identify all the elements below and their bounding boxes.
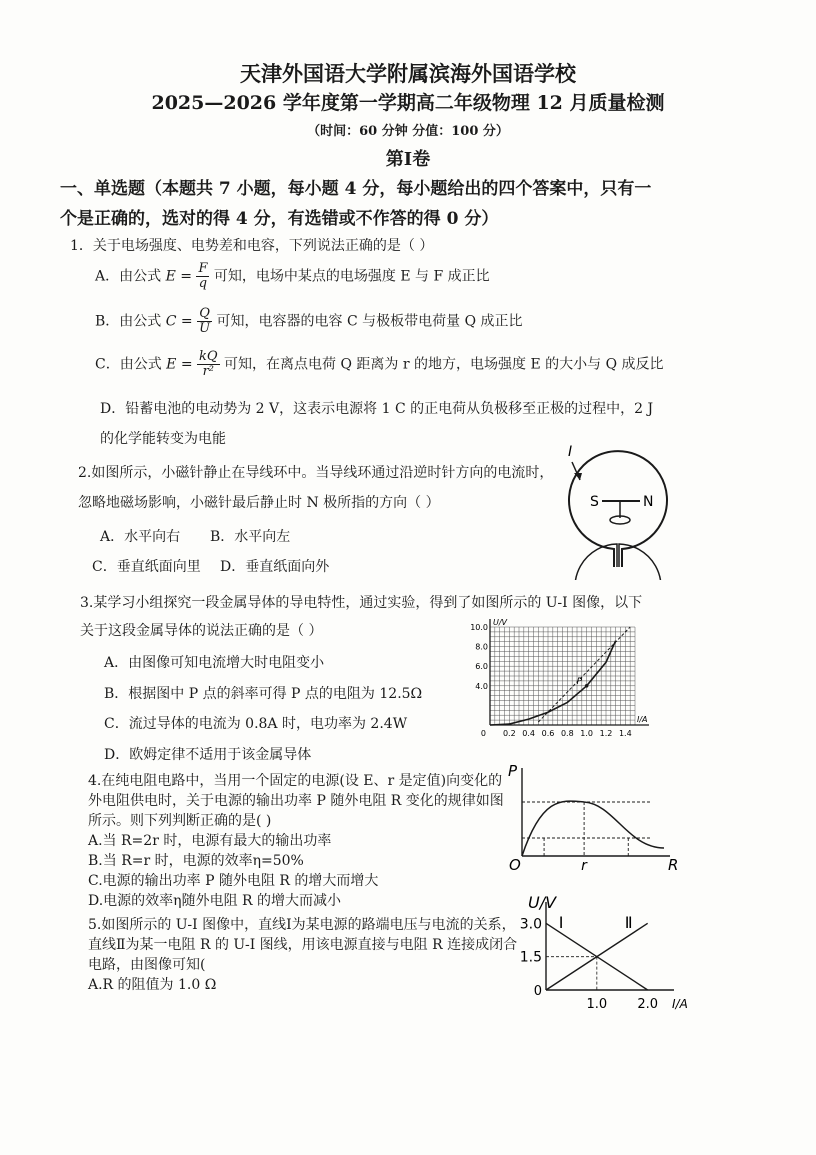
- q1-a-post: 可知，电场中某点的电场强度 E 与 F 成正比: [213, 268, 490, 285]
- q2-option-a: A．水平向右: [100, 529, 181, 545]
- part-title: 第Ⅰ卷: [385, 149, 431, 170]
- q4-option-b: B.当 R=r 时，电源的效率η=50%: [88, 853, 304, 869]
- q2-option-c: C．垂直纸面向里: [92, 559, 201, 575]
- x-axis-label: I/A: [637, 715, 648, 724]
- point-p-label: P: [576, 676, 583, 687]
- x-tick-label: 1.0: [580, 729, 594, 738]
- q5-option-a: A.R 的阻值为 1.0 Ω: [88, 977, 217, 993]
- x-tick-label: 0.8: [560, 729, 574, 738]
- q4-option-a: A.当 R=2r 时，电源有最大的输出功率: [88, 833, 332, 849]
- q4-option-c: C.电源的输出功率 P 随外电阻 R 的增大而增大: [88, 873, 379, 889]
- q1-option-c: [95, 350, 664, 379]
- exam-meta: （时间：60 分钟 分值：100 分）: [307, 124, 509, 139]
- q2-stem-line2: 忽略地磁场影响，小磁针最后静止时 N 极所指的方向（ ）: [78, 495, 440, 511]
- section1-line2: 个是正确的，选对的得 4 分，有选错或不作答的得 0 分）: [60, 209, 499, 229]
- wire-loop-inner: [575, 544, 661, 580]
- q1-c-num: kQ: [199, 349, 218, 364]
- q3-option-d: D．欧姆定律不适用于该金属导体: [104, 747, 312, 763]
- ui-chart: [508, 890, 698, 1018]
- q4-stem-line3: 所示。则下列判断正确的是( ): [88, 813, 272, 829]
- x-tick-label: 0.4: [522, 729, 536, 738]
- y-axis-label: P: [508, 762, 518, 780]
- current-label: I: [568, 444, 573, 460]
- q4-stem-line2: 外电阻供电时，关于电源的输出功率 P 随外电阻 R 变化的规律如图: [88, 793, 504, 809]
- ui-chart: [500, 760, 690, 878]
- x-tick-label: 0.6: [541, 729, 555, 738]
- q3-stem-line2: 关于这段金属导体的说法正确的是（ ）: [80, 623, 323, 639]
- x-tick-label: 0.2: [502, 729, 516, 738]
- q1-option-b: [95, 307, 523, 336]
- q2-stem-line1: 2.如图所示，小磁针静止在导线环中。当导线环通过沿逆时针方向的电流时，: [78, 465, 554, 481]
- q3-option-c: C．流过导体的电流为 0.8A 时，电功率为 2.4W: [104, 716, 408, 732]
- q5-stem-line3: 电路，由图像可知(: [88, 957, 206, 973]
- y-axis-label: U/V: [493, 618, 508, 627]
- q1-b-post: 可知，电容器的电容 C 与极板带电荷量 Q 成正比: [216, 313, 523, 330]
- q1-c-pre: C．由公式: [95, 356, 162, 373]
- q1-b-pre: B．由公式: [95, 313, 162, 330]
- ui-chart: [470, 615, 655, 745]
- q1-a-num: F: [198, 261, 208, 276]
- compass-s-label: S: [590, 494, 599, 510]
- x-tick-label: 1.2: [599, 729, 613, 738]
- tangent-line: [538, 627, 630, 722]
- q2-option-d: D．垂直纸面向外: [220, 559, 330, 575]
- q3-option-a: A．由图像可知电流增大时电阻变小: [104, 655, 325, 671]
- q4-stem-line1: 4.在纯电阻电路中，当用一个固定的电源(设 E、r 是定值)向变化的: [88, 773, 503, 789]
- q1-a-den: q: [198, 276, 208, 291]
- series-label: Ⅰ: [558, 912, 564, 932]
- series-curve: [522, 801, 664, 856]
- y-tick-label: 6.0: [475, 662, 488, 672]
- y-tick-label: 1.5: [519, 949, 542, 966]
- q1-option-d-line1: D．铅蓄电池的电动势为 2 V，这表示电源将 1 C 的正电荷从负极移至正极的过程中，2 J: [100, 401, 654, 417]
- q1-a-lhs: E =: [165, 268, 192, 285]
- y-tick-label: 3.0: [519, 916, 542, 933]
- y-tick-label: 4.0: [475, 681, 488, 691]
- exam-title: 2025—2026 学年度第一学期高二年级物理 12 月质量检测: [151, 92, 665, 114]
- y-axis-label: U/V: [528, 893, 557, 912]
- y-tick-label: 10.0: [470, 623, 488, 632]
- q2-option-b: B．水平向左: [210, 529, 291, 545]
- q1-b-fraction: [197, 307, 212, 336]
- q5-stem-line2: 直线Ⅱ为某一电阻 R 的 U-I 图线，用该电源直接与电阻 R 连接成闭合: [88, 937, 518, 953]
- q1-stem: 1．关于电场强度、电势差和电容，下列说法正确的是（ ）: [70, 238, 434, 254]
- origin-label: 0: [480, 729, 486, 738]
- q1-c-fraction: [197, 350, 220, 379]
- q1-c-den: r²: [202, 364, 215, 379]
- wire-loop-figure: [560, 440, 680, 580]
- q1-option-d-line2: 的化学能转变为电能: [100, 431, 226, 447]
- section1-line1: 一、单选题（本题共 7 小题，每小题 4 分，每小题给出的四个答案中，只有一: [60, 179, 652, 199]
- x-tick-label: 1.4: [618, 729, 632, 738]
- origin-label: O: [509, 856, 521, 874]
- origin-label: 0: [533, 984, 542, 999]
- q1-a-pre: A．由公式: [95, 268, 162, 285]
- q1-option-a: [95, 262, 490, 291]
- x-axis-label: I/A: [672, 997, 688, 1011]
- x-axis-label: R: [668, 856, 679, 874]
- q4-option-d: D.电源的效率η随外电阻 R 的增大而减小: [88, 893, 342, 909]
- x-mark-label: r: [581, 858, 587, 874]
- q3-stem-line1: 3.某学习小组探究一段金属导体的导电特性，通过实验，得到了如图所示的 U-I 图像，以下: [80, 595, 643, 611]
- school-name: 天津外国语大学附属滨海外国语学校: [240, 61, 576, 86]
- q1-b-den: U: [199, 321, 211, 336]
- q5-stem-line1: 5.如图所示的 U-I 图像中，直线Ⅰ为某电源的路端电压与电流的关系，: [88, 917, 516, 933]
- q1-a-fraction: [196, 262, 209, 291]
- x-tick-label: 2.0: [637, 997, 659, 1012]
- point-p: [585, 684, 589, 688]
- y-tick-label: 8.0: [475, 642, 488, 652]
- q1-b-num: Q: [197, 307, 212, 322]
- compass-n-label: N: [643, 494, 654, 510]
- series-label: Ⅱ: [624, 912, 633, 932]
- x-tick-label: 1.0: [586, 997, 608, 1012]
- q3-option-b: B．根据图中 P 点的斜率可得 P 点的电阻为 12.5Ω: [104, 686, 423, 702]
- q1-c-post: 可知，在离点电荷 Q 距离为 r 的地方，电场强度 E 的大小与 Q 成反比: [224, 356, 664, 373]
- q1-b-lhs: C =: [165, 313, 193, 330]
- q1-c-lhs: E =: [166, 356, 193, 373]
